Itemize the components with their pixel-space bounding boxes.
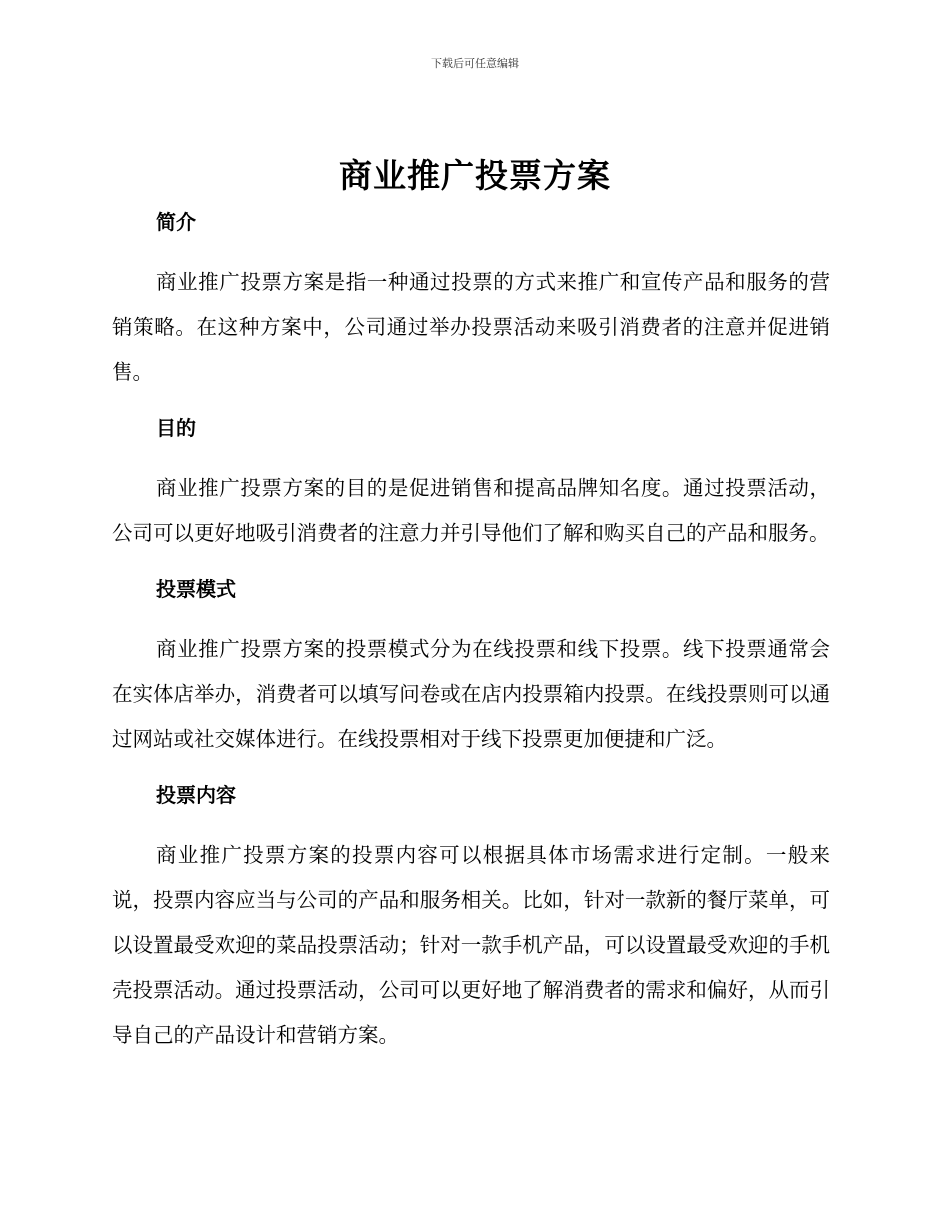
section-voting-mode xyxy=(112,571,830,777)
section-heading: 投票内容 xyxy=(156,783,236,807)
section-paragraph: 商业推广投票方案是指一种通过投票的方式来推广和宣传产品和服务的营销策略。在这种方案中，公司通过举办投票活动来吸引消费者的注意并促进销售。 xyxy=(112,270,830,384)
section-heading: 投票模式 xyxy=(156,577,236,601)
section-heading: 简介 xyxy=(156,210,196,234)
section-heading: 目的 xyxy=(156,416,196,440)
section-paragraph: 商业推广投票方案的投票模式分为在线投票和线下投票。线下投票通常会在实体店举办，消费者可以填写问卷或在店内投票箱内投票。在线投票则可以通过网站或社交媒体进行。在线投票相对于线下投票更加便捷和广泛。 xyxy=(112,637,830,751)
page-title: 商业推广投票方案 xyxy=(339,156,611,195)
section-paragraph: 商业推广投票方案的目的是促进销售和提高品牌知名度。通过投票活动，公司可以更好地吸引消费者的注意力并引导他们了解和购买自己的产品和服务。 xyxy=(112,476,830,545)
section-intro xyxy=(112,204,830,410)
section-purpose xyxy=(112,410,830,571)
section-paragraph: 商业推广投票方案的投票内容可以根据具体市场需求进行定制。一般来说，投票内容应当与公司的产品和服务相关。比如，针对一款新的餐厅菜单，可以设置最受欢迎的菜品投票活动；针对一款手机产品，可以设置最受欢迎的手机壳投票活动。通过投票活动，公司可以更好地了解消费者的需求和偏好，从而引导自己的产品设计和营销方案。 xyxy=(112,843,830,1047)
document-body xyxy=(112,204,830,1058)
section-voting-content xyxy=(112,777,830,1058)
header-note: 下载后可任意编辑 xyxy=(431,57,519,70)
